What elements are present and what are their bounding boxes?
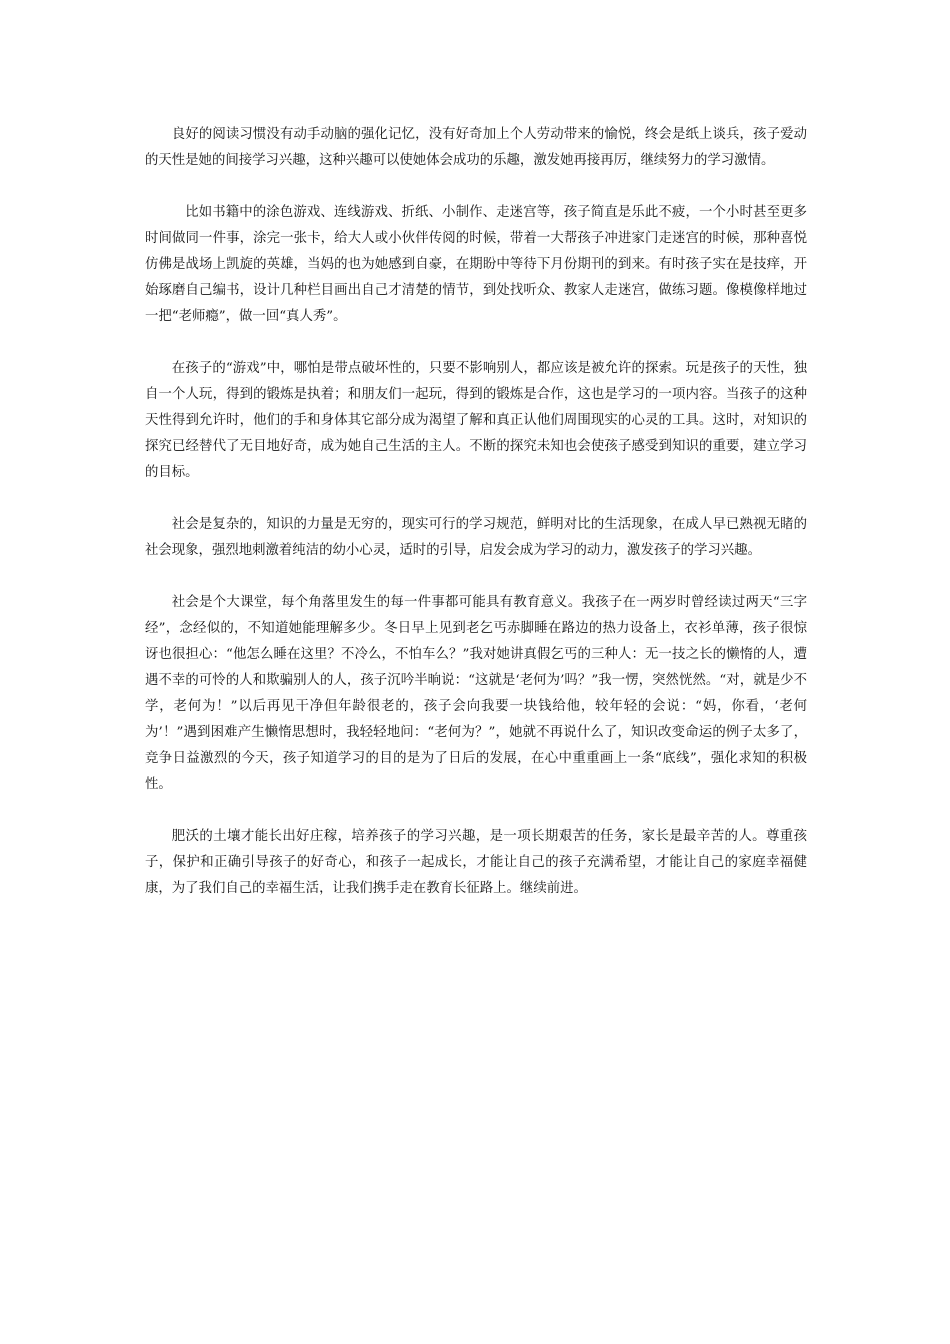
paragraph-2: 比如书籍中的涂色游戏、连线游戏、折纸、小制作、走迷宫等，孩子简直是乐此不疲，一个小时甚至更多时间做同一件事，涂完一张卡，给大人或小伙伴传阅的时候，带着一大帮孩子冲进家门走迷宫的时候，那种喜悦仿佛是战场上凯旋的英雄，当妈的也为她感到自豪，在期盼中等待下月份期刊的到来。有时孩子实在是技痒，开始琢磨自己编书，设计几种栏目画出自己才清楚的情节，到处找听众、教家人走迷宫，做练习题。像模像样地过一把“老师瘾”，做一回“真人秀”。 xyxy=(145,205,807,324)
paragraph-3: 在孩子的“游戏”中，哪怕是带点破坏性的，只要不影响别人，都应该是被允许的探索。玩是孩子的天性，独自一个人玩，得到的锻炼是执着；和朋友们一起玩，得到的锻炼是合作，这也是学习的一项内容。当孩子的这种天性得到允许时，他们的手和身体其它部分成为渴望了解和真正认他们周围现实的心灵的工具。这时，对知识的探究已经替代了无目地好奇，成为她自己生活的主人。不断的探究未知也会使孩子感受到知识的重要，建立学习的目标。 xyxy=(145,361,807,480)
paragraph-1: 良好的阅读习惯没有动手动脑的强化记忆，没有好奇加上个人劳动带来的愉悦，终会是纸上谈兵，孩子爱动的天性是她的间接学习兴趣，这种兴趣可以使她体会成功的乐趣，激发她再接再厉，继续努力的学习激情。 xyxy=(145,127,807,168)
document-body xyxy=(145,122,807,928)
paragraph-4: 社会是复杂的，知识的力量是无穷的，现实可行的学习规范，鲜明对比的生活现象，在成人早已熟视无睹的社会现象，强烈地刺激着纯洁的幼小心灵，适时的引导，启发会成为学习的动力，激发孩子的学习兴趣。 xyxy=(145,517,807,558)
paragraph-5: 社会是个大课堂，每个角落里发生的每一件事都可能具有教育意义。我孩子在一两岁时曾经读过两天“三字经”，念经似的，不知道她能理解多少。冬日早上见到老乞丐赤脚睡在路边的热力设备上，衣衫单薄，孩子很惊讶也很担心：“他怎么睡在这里？不冷么，不怕车么？”我对她讲真假乞丐的三种人：无一技之长的懒惰的人，遭遇不幸的可怜的人和欺骗别人的人，孩子沉吟半晌说：“这就是‘老何为’吗？”我一愣，突然恍然。“对，就是少不学，老何为！”以后再见干净但年龄很老的，孩子会向我要一块钱给他，较年轻的会说：“妈，你看，‘老何为’！”遇到困难产生懒惰思想时，我轻轻地问：“老何为？”，她就不再说什么了，知识改变命运的例子太多了，竞争日益激烈的今天，孩子知道学习的目的是为了日后的发展，在心中重重画上一条“底线”，强化求知的积极性。 xyxy=(145,595,807,792)
paragraph-6: 肥沃的土壤才能长出好庄稼，培养孩子的学习兴趣，是一项长期艰苦的任务，家长是最辛苦的人。尊重孩子，保护和正确引导孩子的好奇心，和孩子一起成长，才能让自己的孩子充满希望，才能让自己的家庭幸福健康，为了我们自己的幸福生活，让我们携手走在教育长征路上。继续前进。 xyxy=(145,829,807,896)
